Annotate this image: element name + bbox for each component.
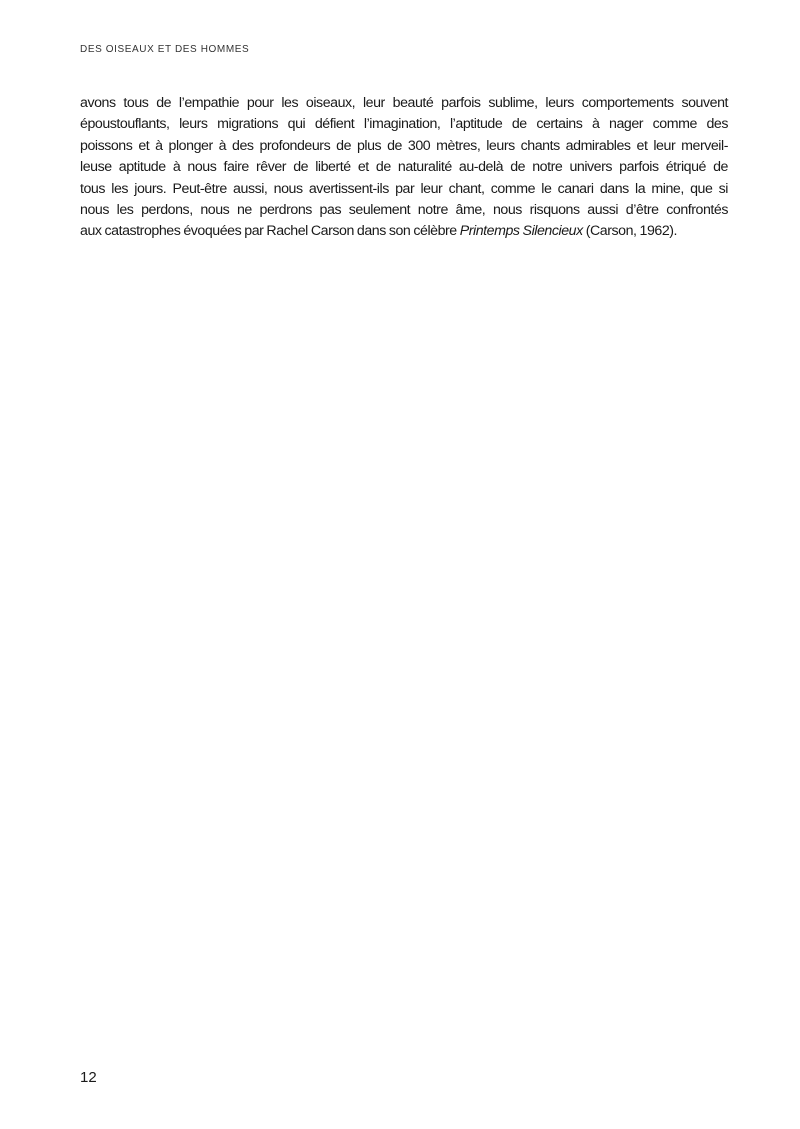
running-header: DES OISEAUX ET DES HOMMES — [80, 44, 250, 55]
page-number: 12 — [80, 1069, 97, 1086]
citation-text: (Carson, 1962). — [582, 223, 678, 240]
body-paragraph — [80, 93, 728, 243]
paragraph-line: époustouflants, leurs migrations qui défient l’imagination, l’aptitude de certains à nager comme des — [80, 116, 728, 133]
paragraph-line: tous les jours. Peut-être aussi, nous avertissent-ils par leur chant, comme le canari dans la mine, que si — [80, 180, 728, 197]
paragraph-line: nous les perdons, nous ne perdrons pas seulement notre âme, nous risquons aussi d’être confrontés — [80, 202, 728, 219]
paragraph-last-line — [80, 221, 728, 242]
last-line-text: aux catastrophes évoquées par Rachel Carson dans son célèbre — [80, 223, 460, 240]
paragraph-line: avons tous de l’empathie pour les oiseaux, leur beauté parfois sublime, leurs comportements souvent — [80, 95, 728, 111]
paragraph-line: leuse aptitude à nous faire rêver de liberté et de naturalité au-delà de notre univers parfois étriqué de — [80, 159, 728, 176]
paragraph-line: poissons et à plonger à des profondeurs de plus de 300 mètres, leurs chants admirables et leur merveil- — [80, 137, 728, 154]
book-title-italic: Printemps Silencieux — [459, 223, 583, 240]
